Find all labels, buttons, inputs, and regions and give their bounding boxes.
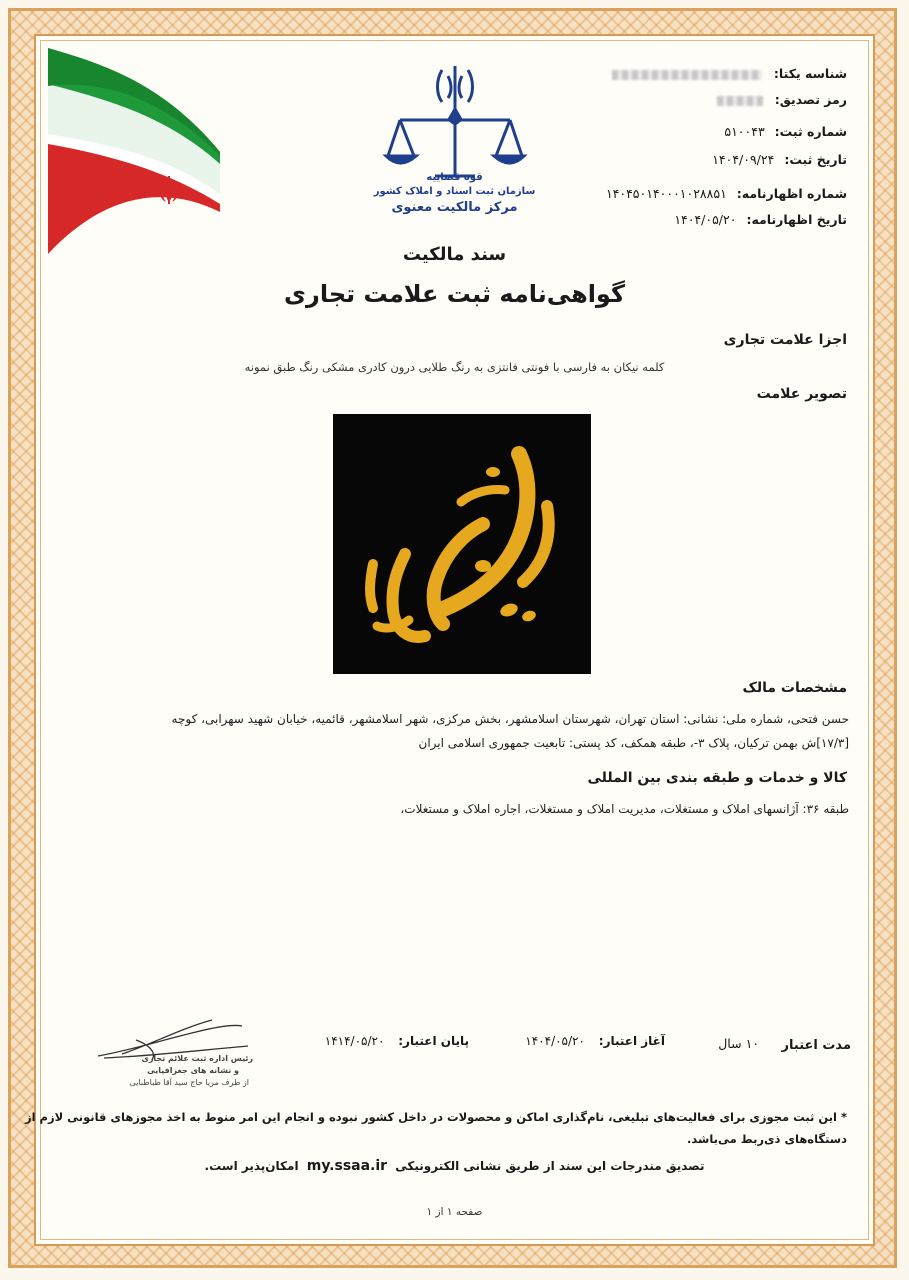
reg-date-value: ۱۴۰۴/۰۹/۲۴ xyxy=(712,152,775,167)
reg-date-label: تاریخ ثبت: xyxy=(784,152,847,167)
decl-no-row xyxy=(606,186,847,201)
unique-id-label: شناسه یکتا: xyxy=(773,66,847,81)
owner-line-2: [۱۷/۳]ش بهمن ترکیان، پلاک ۳-، طبقه همکف، کد پستی: تابعیت جمهوری اسلامی ایران xyxy=(418,736,849,750)
footer-verify xyxy=(0,1158,909,1174)
owner-heading: مشخصات مالک xyxy=(742,680,847,696)
validity-label: مدت اعتبار xyxy=(781,1038,851,1053)
footer-note-2: دستگاه‌های ذی‌ربط می‌باشد. xyxy=(687,1132,847,1146)
validity-duration: ۱۰ سال xyxy=(718,1036,759,1051)
signature-line-3: از طرف مریا حاج سید آقا طباطبایی xyxy=(129,1078,249,1087)
validity-start-value: ۱۴۰۴/۰۵/۲۰ xyxy=(525,1034,585,1048)
reg-date-row xyxy=(712,152,847,167)
footer-note-1: * این ثبت مجوزی برای فعالیت‌های تبلیغی، نام‌گذاری اماکن و محصولات در داخل کشور نبوده و انجام این امر منوط به اخذ مجوزهای قانونی لازم از xyxy=(24,1110,847,1124)
decl-no-label: شماره اظهارنامه: xyxy=(736,186,847,201)
verify-pre-text: تصدیق مندرجات این سند از طریق نشانی الکترونیکی xyxy=(395,1159,705,1173)
signature-line-2: و نشانه های جغرافیایی xyxy=(147,1066,239,1075)
decl-date-label: تاریخ اظهارنامه: xyxy=(746,212,847,227)
image-heading: تصویر علامت xyxy=(756,386,847,402)
reg-no-row xyxy=(724,124,847,139)
validity-start-label: آغاز اعتبار: xyxy=(598,1034,665,1048)
doc-main-title: گواهی‌نامه ثبت علامت تجاری xyxy=(284,280,625,308)
reg-no-value: ۵۱۰۰۴۳ xyxy=(724,124,765,139)
emblem-line-2: سازمان ثبت اسناد و املاک کشور xyxy=(373,186,536,197)
validity-end-row xyxy=(325,1034,469,1048)
validity-start-row xyxy=(525,1034,665,1048)
validity-end-label: پایان اعتبار: xyxy=(398,1034,469,1048)
validity-end-value: ۱۴۱۴/۰۵/۲۰ xyxy=(324,1034,385,1048)
trademark-word: نیکان xyxy=(459,663,465,665)
decl-date-value: ۱۴۰۴/۰۵/۲۰ xyxy=(674,212,737,227)
page-number: صفحه ۱ از ۱ xyxy=(426,1206,483,1218)
emblem-line-1: قوه قضاییه xyxy=(426,172,483,183)
signature-line-1: رئیس اداره ثبت علائم تجاری xyxy=(141,1054,253,1063)
decl-date-row xyxy=(674,212,847,227)
elements-text: کلمه نیکان به فارسی با فونتی فانتزی به رنگ طلایی درون کادری مشکی رنگ طبق نمونه xyxy=(244,360,665,374)
iran-flag-icon xyxy=(44,44,224,259)
emblem-line-3: مرکز مالکیت معنوی xyxy=(391,200,518,215)
decl-no-value: ۱۴۰۴۵۰۱۴۰۰۰۱۰۲۸۸۵۱ xyxy=(605,186,727,201)
reg-no-label: شماره ثبت: xyxy=(774,124,847,139)
verify-code-row xyxy=(717,92,847,107)
elements-heading: اجزا علامت تجاری xyxy=(723,332,847,348)
owner-line-1: حسن فتحی، شماره ملی: نشانی: استان تهران، شهرستان اسلامشهر، بخش مرکزی، شهر اسلامشهر، قائمیه، خیابان شهید سهرابی، کوچه xyxy=(171,712,849,726)
trademark-logo xyxy=(333,414,591,674)
redacted-value xyxy=(717,96,763,106)
unique-id-row xyxy=(612,66,847,81)
verify-post-text: امکان‌پذیر است. xyxy=(204,1159,299,1173)
goods-heading: کالا و خدمات و طبقه بندی بین المللی xyxy=(587,770,847,786)
verify-site-link[interactable]: my.ssaa.ir xyxy=(306,1158,388,1174)
goods-text: طبقه ۳۶: آژانسهای املاک و مستغلات، مدیریت املاک و مستغلات، اجاره املاک و مستغلات، xyxy=(400,802,849,816)
trademark-logo-graphic xyxy=(333,414,591,674)
doc-small-title: سند مالکیت xyxy=(402,244,507,265)
verify-code-label: رمز تصدیق: xyxy=(774,92,847,107)
redacted-value xyxy=(612,70,762,80)
